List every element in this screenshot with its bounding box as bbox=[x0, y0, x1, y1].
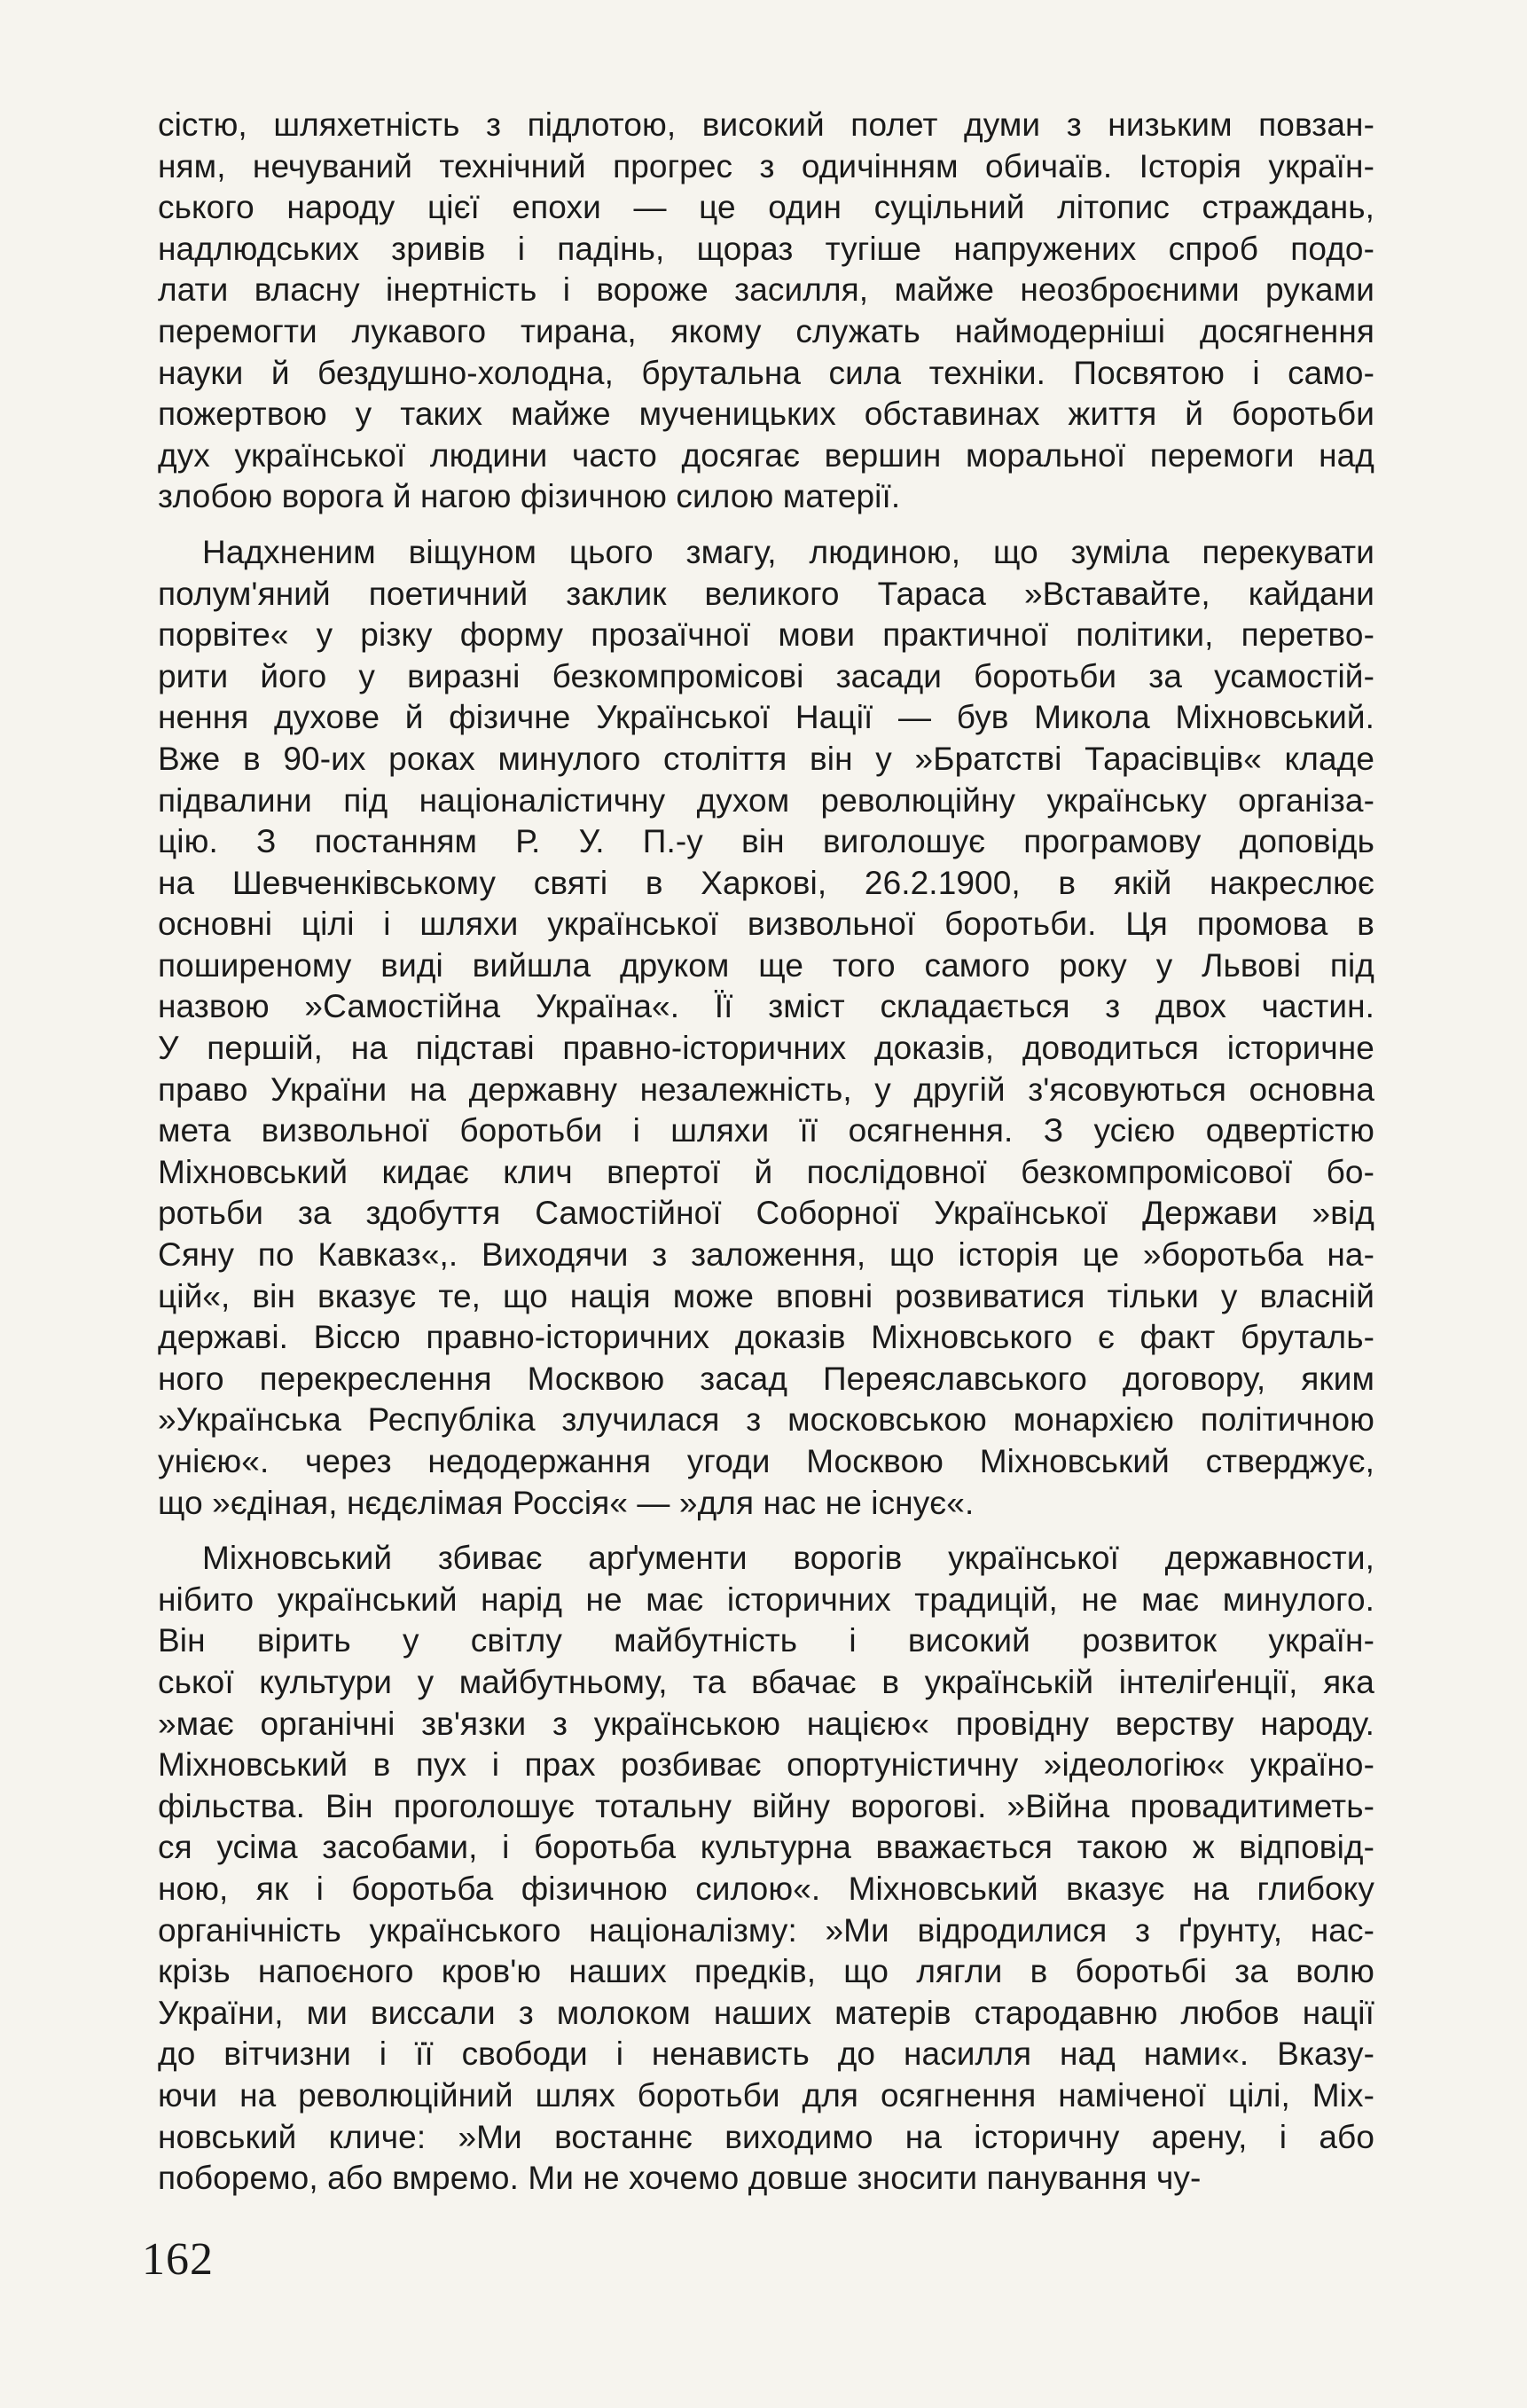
text-line: порвіте« у різку форму прозаїчної мови практичної політики, перетво- bbox=[158, 616, 1374, 654]
text-line: цій«, він вказує те, що нація може вповні розвиватися тільки у власній bbox=[158, 1277, 1374, 1314]
text-line: перемогти лукавого тирана, якому служать наймодерніші досягнення bbox=[158, 312, 1374, 349]
text-line: органічність українського націоналізму: »Ми відродилися з ґрунту, нас- bbox=[158, 1911, 1374, 1949]
paragraph-3 bbox=[158, 1538, 1374, 2200]
text-line: цію. З постанням Р. У. П.-у він виголошує програмову доповідь bbox=[158, 823, 1374, 860]
text-line: назвою »Самостійна Україна«. Її зміст складається з двох частин. bbox=[158, 988, 1374, 1025]
text-line: поширеному виді вийшла друком ще того самого року у Львові під bbox=[158, 946, 1374, 984]
text-line: що »єдіная, нєдєлімая Россія« — »для нас не існує«. bbox=[158, 1484, 975, 1521]
text-line: ротьби за здобуття Самостійної Соборної Української Держави »від bbox=[158, 1195, 1374, 1232]
page-text bbox=[158, 105, 1374, 2200]
paragraph-1 bbox=[158, 105, 1374, 518]
page-number: 162 bbox=[142, 2234, 214, 2285]
text-line: Вже в 90-их роках минулого століття він у »Братстві Тарасівців« кладе bbox=[158, 740, 1374, 777]
text-line: злобою ворога й нагою фізичною силою матерії. bbox=[158, 478, 901, 515]
text-line: У першій, на підставі правно-історичних доказів, доводиться історичне bbox=[158, 1030, 1374, 1067]
text-line: підвалини під націоналістичну духом революційну українську організа- bbox=[158, 781, 1374, 819]
text-line: ської культури у майбутньому, та вбачає в українській інтеліґенції, яка bbox=[158, 1663, 1374, 1700]
text-line: ючи на революційний шлях боротьби для осягнення наміченої цілі, Міх- bbox=[158, 2076, 1374, 2114]
text-line: право України на державну незалежність, у другій з'ясовуються основна bbox=[158, 1071, 1374, 1108]
text-line: на Шевченківському святі в Харкові, 26.2.1900, в якій накреслює bbox=[158, 864, 1374, 901]
text-line: пожертвою у таких майже мученицьких обставинах життя й боротьби bbox=[158, 396, 1374, 433]
text-line: ся усіма засобами, і боротьба культурна вважається такою ж відповід- bbox=[158, 1829, 1374, 1866]
text-line: ського народу цієї епохи — це один суцільний літопис страждань, bbox=[158, 189, 1374, 226]
text-line: новський кличе: »Ми востаннє виходимо на історичну арену, і або bbox=[158, 2118, 1374, 2155]
text-line: ною, як і боротьба фізичною силою«. Міхновський вказує на глибоку bbox=[158, 1870, 1374, 1907]
text-line: Міхновський в пух і прах розбиває опортуністичну »ідеологію« україно- bbox=[158, 1746, 1374, 1784]
text-line: Сяну по Кавказ«,. Виходячи з заложення, що історія це »боротьба на- bbox=[158, 1236, 1374, 1274]
text-line: України, ми виссали з молоком наших матерів стародавню любов нації bbox=[158, 1994, 1374, 2031]
text-line: надлюдських зривів і падінь, щораз тугіше напружених спроб подо- bbox=[158, 230, 1374, 267]
text-line: Міхновський кидає клич впертої й послідовної безкомпромісової бо- bbox=[158, 1153, 1374, 1190]
text-line: Міхновський збиває арґументи ворогів української державности, bbox=[202, 1540, 1374, 1577]
text-line: науки й бездушно-холодна, брутальна сила техніки. Посвятою і само- bbox=[158, 354, 1374, 391]
text-line: сістю, шляхетність з підлотою, високий полет думи з низьким повзан- bbox=[158, 106, 1374, 143]
text-line: дух української людини часто досягає вершин моральної перемоги над bbox=[158, 436, 1374, 474]
text-line: фільства. Він проголошує тотальну війну ворогові. »Війна провадитиметь- bbox=[158, 1787, 1374, 1824]
text-line: полум'яний поетичний заклик великого Тараса »Вставайте, кайдани bbox=[158, 575, 1374, 612]
text-line: ного перекреслення Москвою засад Переяславського договору, яким bbox=[158, 1360, 1374, 1397]
text-line: до вітчизни і її свободи і ненависть до насилля над нами«. Вказу- bbox=[158, 2035, 1374, 2073]
text-line: унією«. через недодержання угоди Москвою Міхновський стверджує, bbox=[158, 1443, 1374, 1479]
text-line: лати власну інертність і вороже засилля, майже неозброєними руками bbox=[158, 271, 1374, 309]
text-line: нення духове й фізичне Української Нації — був Микола Міхновський. bbox=[158, 699, 1374, 736]
text-line: »Українська Республіка злучилася з московською монархією політичною bbox=[158, 1401, 1374, 1439]
text-line: Він вірить у світлу майбутність і високий розвиток україн- bbox=[158, 1622, 1374, 1659]
text-line: Надхненим віщуном цього змагу, людиною, що зуміла перекувати bbox=[202, 533, 1374, 570]
text-line: рити його у виразні безкомпромісові засади боротьби за усамостій- bbox=[158, 657, 1374, 694]
text-line: »має органічні зв'язки з українською нацією« провідну верству народу. bbox=[158, 1705, 1374, 1742]
text-line: державі. Віссю правно-історичних доказів Міхновського є факт бруталь- bbox=[158, 1319, 1374, 1356]
text-line: крізь напоєного кров'ю наших предків, що лягли в боротьбі за волю bbox=[158, 1953, 1374, 1990]
paragraph-2 bbox=[158, 532, 1374, 1524]
text-line: ням, нечуваний технічний прогрес з одичінням обичаїв. Історія україн- bbox=[158, 147, 1374, 184]
text-line: основні цілі і шляхи української визвольної боротьби. Ця промова в bbox=[158, 906, 1374, 943]
text-line: мета визвольної боротьби і шляхи її осягнення. З усією одвертістю bbox=[158, 1112, 1374, 1149]
text-line: нібито український нарід не має історичних традицій, не має минулого. bbox=[158, 1580, 1374, 1618]
text-line: поборемо, або вмремо. Ми не хочемо довше зносити панування чу- bbox=[158, 2160, 1202, 2197]
